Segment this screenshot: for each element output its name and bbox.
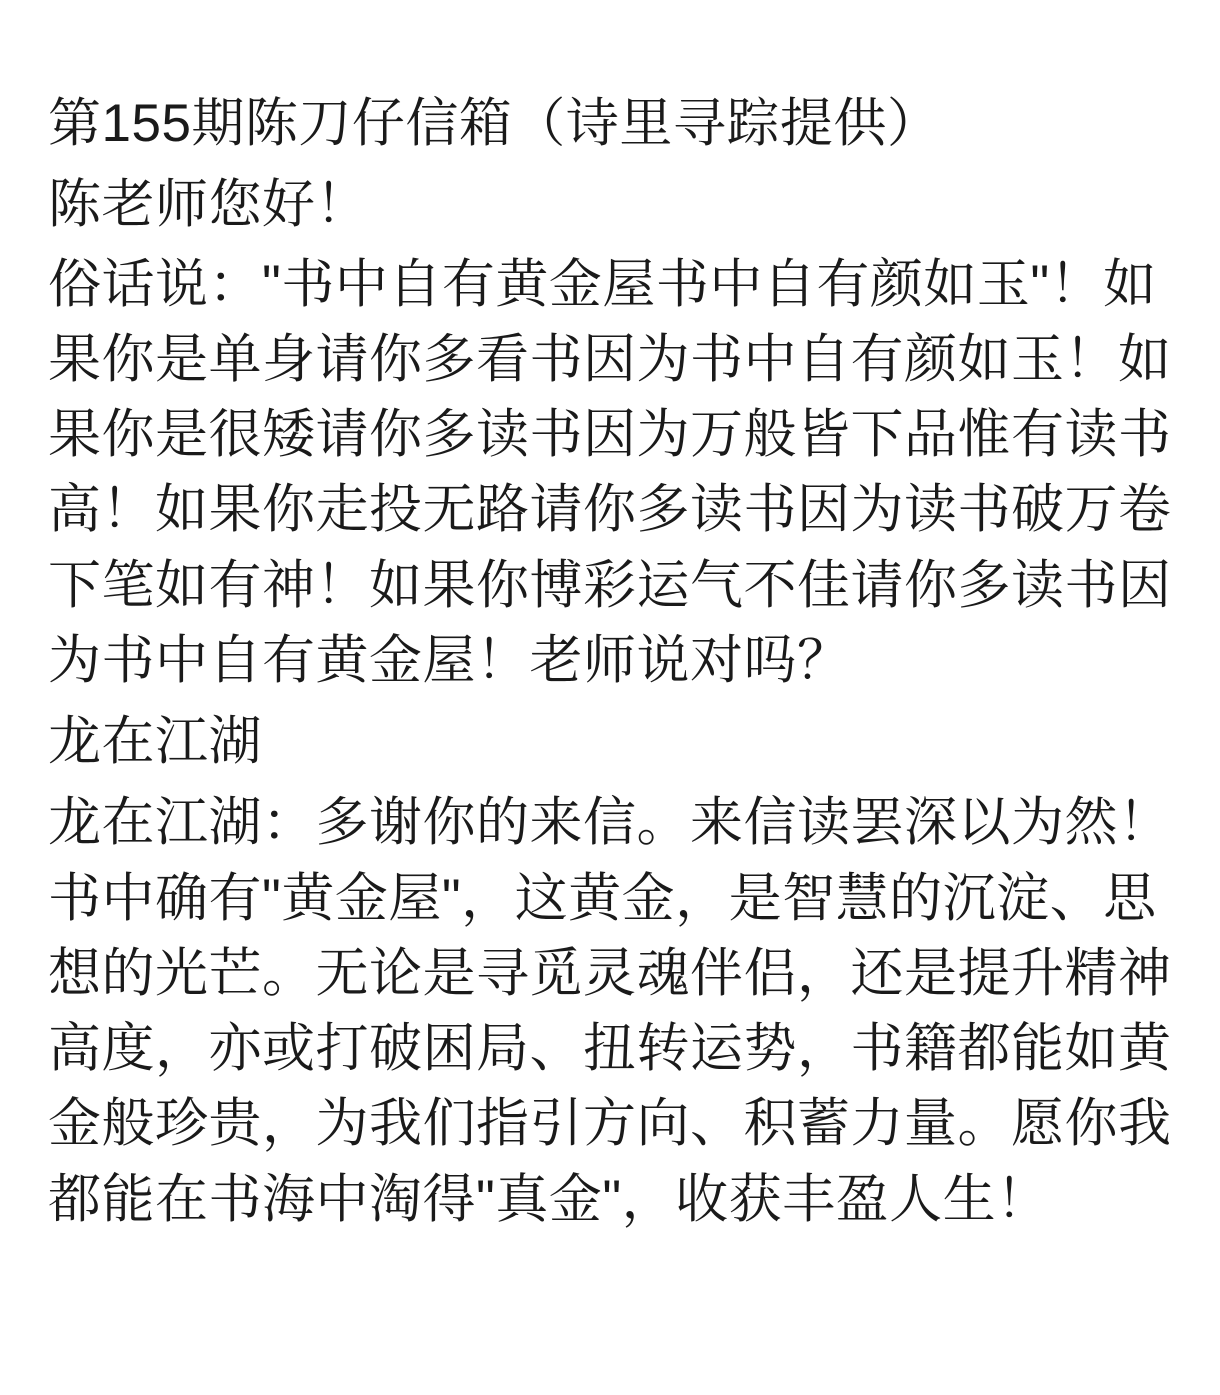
greeting-line: 陈老师您好！: [48, 175, 369, 235]
letter-body-paragraph: 俗话说："书中自有黄金屋书中自有颜如玉"！如果你是单身请你多看书因为书中自有颜如玉！如果你是很矮请你多读书因为万般皆下品惟有读书高！如果你走投无路请你多读书因为读书破万卷下笔如有神！如果你博彩运气不佳请你多读书因为书中自有黄金屋！老师说对吗？: [48, 254, 1172, 690]
sender-signature: 龙在江湖: [48, 712, 262, 771]
letter-article: [48, 86, 1172, 1237]
reply-body-paragraph: 龙在江湖：多谢你的来信。来信读罢深以为然！书中确有"黄金屋"，这黄金，是智慧的沉淀、思想的光芒。无论是寻觅灵魂伴侣，还是提升精神高度，亦或打破困局、扭转运势，书籍都能如黄金般珍贵，为我们指引方向、积蓄力量。愿你我都能在书海中淘得"真金"，收获丰盈人生！: [48, 793, 1172, 1229]
page-title: 第155期陈刀仔信箱（诗里寻踪提供）: [48, 94, 941, 153]
